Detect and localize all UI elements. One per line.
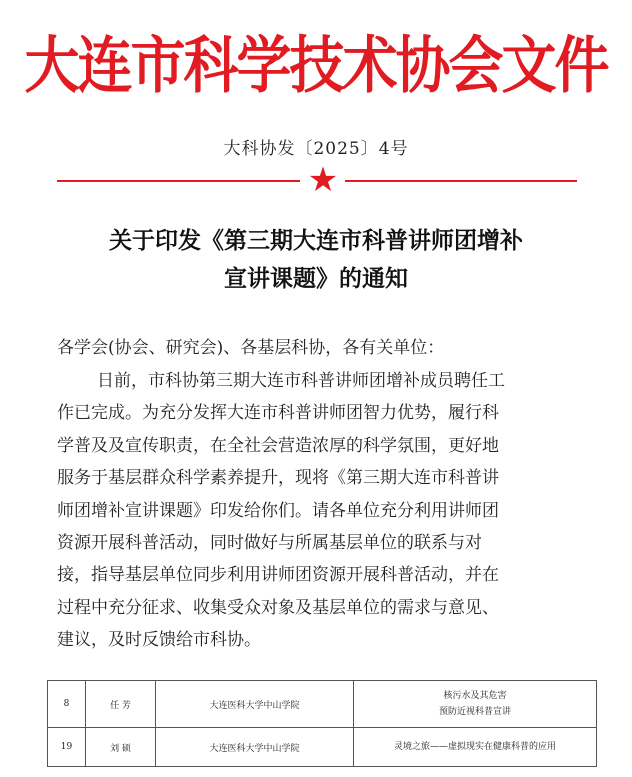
cell-unit: 大连医科大学中山学院 (156, 728, 354, 767)
body-line: 作已完成。为充分发挥大连市科普讲师团智力优势，履行科 (57, 403, 499, 424)
cell-number: 8 (48, 681, 86, 728)
body-line: 建议，及时反馈给市科协。 (57, 630, 261, 651)
topic: 核污水及其危害 (443, 691, 507, 701)
topic: 灵境之旅——虚拟现实在健康科普的应用 (393, 742, 556, 752)
red-rule-left (57, 180, 300, 182)
cell-name: 任 芳 (86, 681, 156, 728)
body-line: 学普及及宣传职责，在全社会营造浓厚的科学氛围，更好地 (57, 435, 499, 456)
notice-title (40, 222, 592, 298)
cell-unit: 大连医科大学中山学院 (156, 681, 354, 728)
topic: 预防近视科普宣讲 (438, 707, 511, 717)
cell-topics (354, 681, 597, 728)
cell-number: 19 (48, 728, 86, 767)
masthead-title: 大连市科学技术协会文件 (24, 29, 608, 101)
body-line: 资源开展科普活动，同时做好与所属基层单位的联系与对 (57, 533, 482, 554)
body-line: 过程中充分征求、收集受众对象及基层单位的需求与意见、 (57, 597, 499, 618)
body-line: 日前，市科协第三期大连市科普讲师团增补成员聘任工 (97, 371, 505, 391)
table-row (48, 681, 597, 728)
body-line: 服务于基层群众科学素养提升，现将《第三期大连市科普讲 (57, 468, 499, 489)
lecturer-table (47, 680, 597, 767)
notice-title-line-1: 关于印发《第三期大连市科普讲师团增补 (109, 227, 523, 254)
document-number: 大科协发〔2025〕4号 (223, 139, 409, 159)
cell-name: 刘 硕 (86, 728, 156, 767)
salutation: 各学会(协会、研究会)、各基层科协，各有关单位： (57, 338, 445, 358)
body-paragraph (57, 365, 597, 657)
red-rule-right (345, 180, 577, 182)
table-row (48, 728, 597, 767)
body-line: 接，指导基层单位同步利用讲师团资源开展科普活动，并在 (57, 565, 499, 586)
cell-topics (354, 728, 597, 767)
body-line: 师团增补宣讲课题》印发给你们。请各单位充分利用讲师团 (57, 500, 499, 521)
notice-title-line-2: 宣讲课题》的通知 (224, 265, 408, 292)
red-star-icon: ★ (307, 160, 339, 200)
